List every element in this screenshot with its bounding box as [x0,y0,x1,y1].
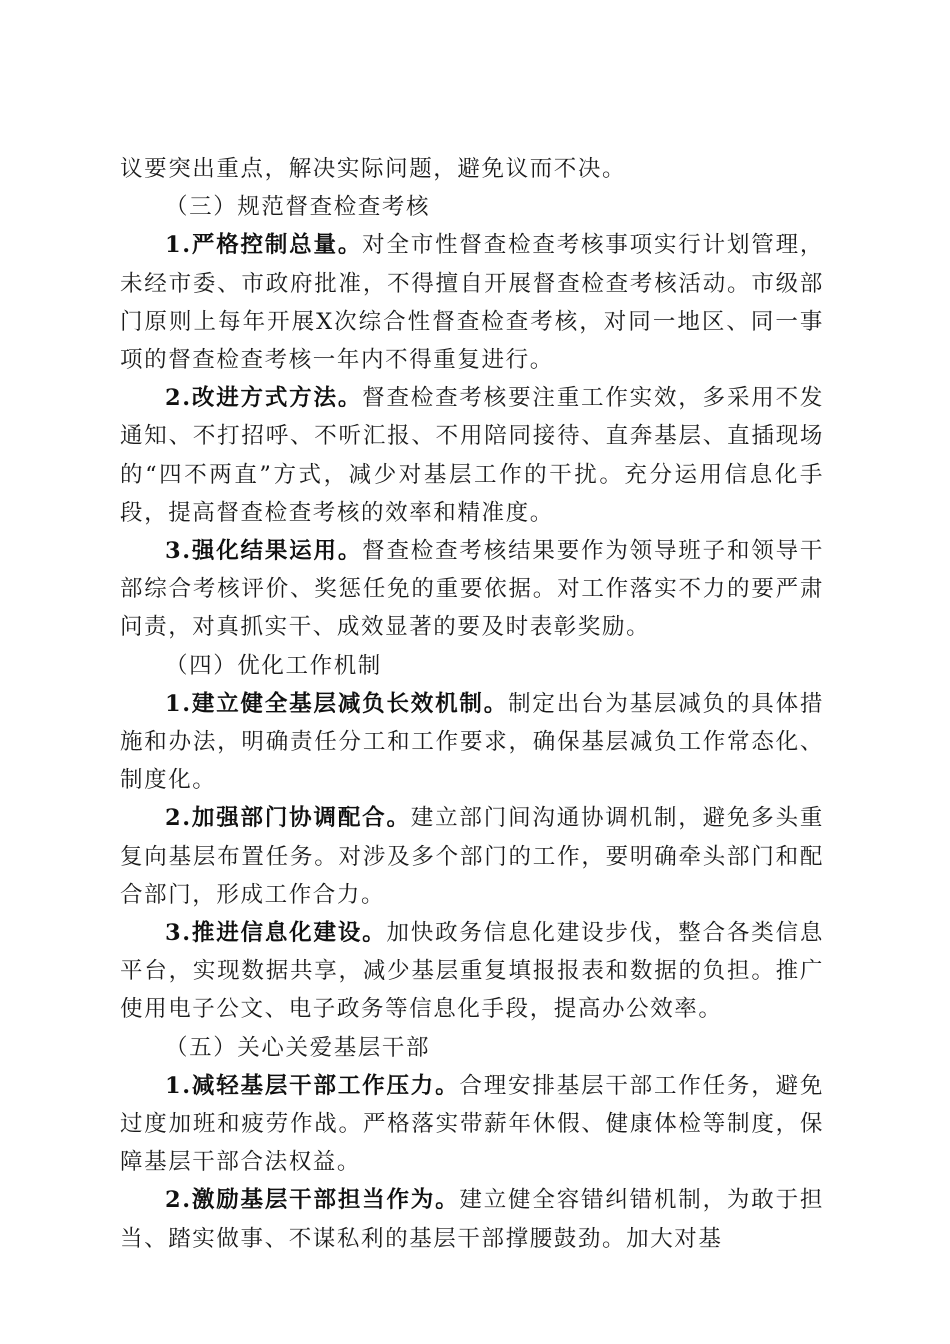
section-5-item-2 [120,1181,824,1257]
item-lead: 2.加强部门协调配合。 [165,805,411,832]
item-lead: 1.减轻基层干部工作压力。 [165,1072,460,1099]
document-page [120,150,824,1258]
item-body: 制定出台为基层减负的具体措施和办法，明确责任分工和工作要求，确保基层减负工作常态化、制度化。 [120,690,824,794]
item-lead: 3.强化结果运用。 [165,538,363,565]
section-heading-3: （三）规范督查检查考核 [165,194,431,221]
continuation-paragraph: 议要突出重点，解决实际问题，避免议而不决。 [120,156,627,182]
item-body: 建立部门间沟通协调机制，避免多头重复向基层布置任务。对涉及多个部门的工作，要明确牵头部门和配合部门，形成工作合力。 [120,805,825,908]
section-5-item-1 [120,1067,824,1182]
section-4-item-1 [120,685,824,800]
section-3-item-2 [120,379,824,532]
item-body: 加快政务信息化建设步伐，整合各类信息平台，实现数据共享，减少基层重复填报报表和数据的负担。推广使用电子公文、电子政务等信息化手段，提高办公效率。 [120,920,824,1023]
section-heading-5: （五）关心关爱基层干部 [165,1034,431,1061]
section-3-item-1 [120,226,824,379]
item-body: 对全市性督查检查考核事项实行计划管理，未经市委、市政府批准，不得擅自开展督查检查考核活动。市级部门原则上每年开展X次综合性督查检查考核，对同一地区、同一事项的督查检查考核一年内不得重复进行。 [120,232,825,374]
section-3-item-3 [120,532,824,647]
item-body: 督查检查考核要注重工作实效，多采用不发通知、不打招呼、不听汇报、不用陪同接待、直奔基层、直插现场的“四不两直”方式，减少对基层工作的干扰。充分运用信息化手段，提高督查检查考核的效率和精准度。 [120,385,825,526]
section-4-item-2 [120,799,824,914]
item-lead: 2.改进方式方法。 [165,385,363,412]
item-lead: 1.严格控制总量。 [165,232,363,259]
item-lead: 3.推进信息化建设。 [165,920,387,947]
item-body: 合理安排基层干部工作任务，避免过度加班和疲劳作战。严格落实带薪年休假、健康体检等制度，保障基层干部合法权益。 [120,1072,824,1176]
section-heading-4: （四）优化工作机制 [165,652,382,679]
section-4-item-3 [120,914,824,1029]
item-lead: 2.激励基层干部担当作为。 [165,1187,460,1214]
item-body: 建立健全容错纠错机制，为敢于担当、踏实做事、不谋私利的基层干部撑腰鼓劲。加大对基 [120,1187,824,1252]
item-body: 督查检查考核结果要作为领导班子和领导干部综合考核评价、奖惩任免的重要依据。对工作落实不力的要严肃问责，对真抓实干、成效显著的要及时表彰奖励。 [120,538,825,641]
item-lead: 1.建立健全基层减负长效机制。 [165,690,509,717]
